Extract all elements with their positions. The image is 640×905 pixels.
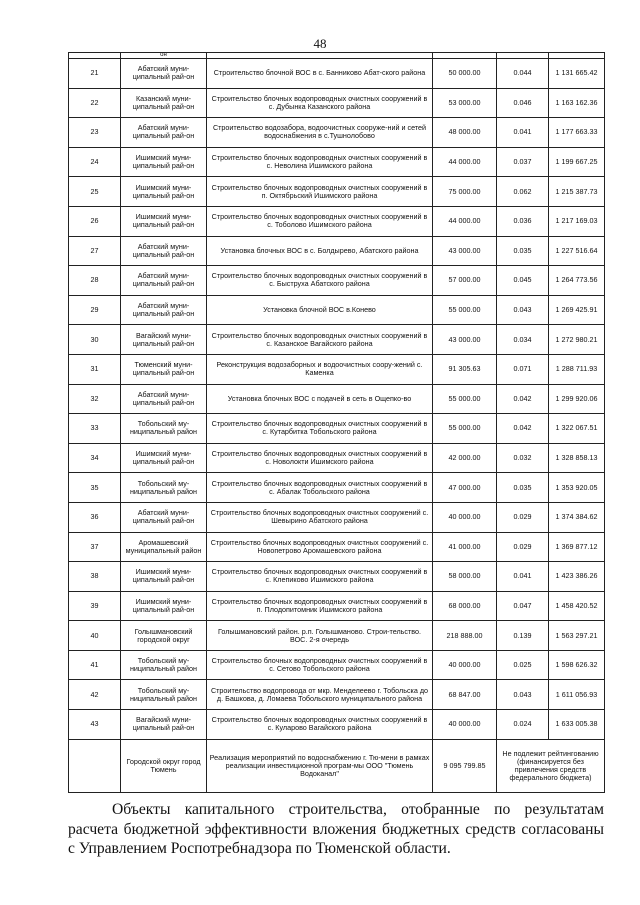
- district-cell: Тюменский муни-ципальный рай-он: [121, 354, 207, 384]
- table-row: [69, 177, 605, 207]
- cumulative-total-cell: 1 299 920.06: [549, 384, 605, 414]
- cost-cell: 58 000.00: [433, 562, 497, 592]
- table-row: [69, 650, 605, 680]
- cumulative-total-cell: 1 633 005.38: [549, 710, 605, 740]
- table-row: [69, 206, 605, 236]
- project-description-cell: Строительство блочных водопроводных очистных сооружений в с. Новолокти Ишимского района: [207, 443, 433, 473]
- cumulative-total-cell: 1 227 516.64: [549, 236, 605, 266]
- efficiency-cell: 0.025: [497, 650, 549, 680]
- district-cell: Казанский муни-ципальный рай-он: [121, 88, 207, 118]
- district-cell: Ишимский муни-ципальный рай-он: [121, 443, 207, 473]
- table-row: [69, 473, 605, 503]
- district-cell: Ишимский муни-ципальный рай-он: [121, 177, 207, 207]
- cumulative-total-cell: 1 353 920.05: [549, 473, 605, 503]
- cost-cell: 42 000.00: [433, 443, 497, 473]
- row-number-cell: 27: [69, 236, 121, 266]
- row-number-cell: 31: [69, 354, 121, 384]
- project-description-cell: Строительство блочных водопроводных очистных сооружений в с. Кутарбитка Тобольского района: [207, 414, 433, 444]
- table-row: [69, 414, 605, 444]
- cost-cell: 40 000.00: [433, 650, 497, 680]
- efficiency-cell: 0.046: [497, 88, 549, 118]
- efficiency-cell: 0.043: [497, 680, 549, 710]
- cumulative-total-cell: 1 598 626.32: [549, 650, 605, 680]
- cost-cell: 50 000.00: [433, 59, 497, 89]
- cost-cell: 9 095 799.85: [433, 739, 497, 792]
- row-number-cell: 21: [69, 59, 121, 89]
- district-cell: Вагайский муни-ципальный рай-он: [121, 325, 207, 355]
- district-cell: Ишимский муни-ципальный рай-он: [121, 147, 207, 177]
- efficiency-cell: 0.042: [497, 414, 549, 444]
- cost-cell: 48 000.00: [433, 118, 497, 148]
- project-description-cell: Строительство блочных водопроводных очистных сооружений в с. Быструха Абатского района: [207, 266, 433, 296]
- efficiency-cell: 0.034: [497, 325, 549, 355]
- row-number-cell: 25: [69, 177, 121, 207]
- project-description-cell: Реализация мероприятий по водоснабжению г. Тю-мени в рамках реализации инвестиционной програм-мы ООО "Тюмень Водоканал": [207, 739, 433, 792]
- row-number-cell: 39: [69, 591, 121, 621]
- cumulative-total-cell: 1 269 425.91: [549, 295, 605, 325]
- efficiency-cell: 0.041: [497, 562, 549, 592]
- district-cell: Абатский муни-ципальный рай-он: [121, 502, 207, 532]
- table-row: [69, 147, 605, 177]
- cost-cell: 44 000.00: [433, 206, 497, 236]
- cumulative-total-cell: 1 163 162.36: [549, 88, 605, 118]
- efficiency-cell: 0.044: [497, 59, 549, 89]
- cumulative-total-cell: 1 611 056.93: [549, 680, 605, 710]
- cumulative-total-cell: 1 288 711.93: [549, 354, 605, 384]
- project-description-cell: Строительство блочных водопроводных очистных сооружений в п. Октябрьский Ишимского района: [207, 177, 433, 207]
- row-number-cell: 26: [69, 206, 121, 236]
- conclusion-paragraph: Объекты капитального строительства, отобранные по результатам расчета бюджетной эффективности вложения бюджетных средств согласованы с Управлением Роспотребнадзора по Тюменской области.: [68, 801, 604, 857]
- cost-cell: 55 000.00: [433, 295, 497, 325]
- cumulative-total-cell: 1 217 169.03: [549, 206, 605, 236]
- project-description-cell: Строительство блочных водопроводных очистных сооружений с. Шевырино Абатского района: [207, 502, 433, 532]
- efficiency-cell: 0.071: [497, 354, 549, 384]
- efficiency-cell: 0.045: [497, 266, 549, 296]
- efficiency-cell: 0.041: [497, 118, 549, 148]
- table-row: [69, 443, 605, 473]
- row-number-cell: 24: [69, 147, 121, 177]
- efficiency-cell: 0.032: [497, 443, 549, 473]
- cost-cell: 91 305.63: [433, 354, 497, 384]
- efficiency-cell: 0.043: [497, 295, 549, 325]
- district-cell: Аромашевский муниципальный район: [121, 532, 207, 562]
- cost-cell: 68 000.00: [433, 591, 497, 621]
- row-number-cell: 35: [69, 473, 121, 503]
- table-row: [69, 325, 605, 355]
- district-cell: Абатский муни-ципальный рай-он: [121, 266, 207, 296]
- district-cell: Ишимский муни-ципальный рай-он: [121, 206, 207, 236]
- cost-cell: 47 000.00: [433, 473, 497, 503]
- project-description-cell: Строительство блочных водопроводных очистных сооружений с. Новопетрово Аромашевского района: [207, 532, 433, 562]
- cumulative-total-cell: 1 423 386.26: [549, 562, 605, 592]
- row-number-cell: [69, 739, 121, 792]
- table-row: [69, 621, 605, 651]
- row-number-cell: 33: [69, 414, 121, 444]
- row-number-cell: 22: [69, 88, 121, 118]
- table-row: [69, 384, 605, 414]
- cost-cell: 55 000.00: [433, 384, 497, 414]
- district-cell: Тобольский му-ниципальный район: [121, 414, 207, 444]
- district-cell: Тобольский му-ниципальный район: [121, 473, 207, 503]
- cost-cell: 55 000.00: [433, 414, 497, 444]
- cumulative-total-cell: 1 374 384.62: [549, 502, 605, 532]
- row-number-cell: 42: [69, 680, 121, 710]
- table-row: [69, 591, 605, 621]
- project-description-cell: Строительство блочной ВОС в с. Банниково Абат-ского района: [207, 59, 433, 89]
- efficiency-cell: 0.062: [497, 177, 549, 207]
- table-row: [69, 88, 605, 118]
- cost-cell: 40 000.00: [433, 502, 497, 532]
- table-row: [69, 710, 605, 740]
- cost-cell: 44 000.00: [433, 147, 497, 177]
- efficiency-cell: 0.035: [497, 473, 549, 503]
- efficiency-cell: 0.029: [497, 532, 549, 562]
- table-row: [69, 59, 605, 89]
- district-cell: Абатский муни-ципальный рай-он: [121, 384, 207, 414]
- project-description-cell: Строительство водопровода от мкр. Менделеево г. Тобольска до д. Башкова, д. Ломаева Тобольского муниципального района: [207, 680, 433, 710]
- project-description-cell: Реконструкция водозаборных и водоочистных соору-жений с. Каменка: [207, 354, 433, 384]
- row-number-cell: 30: [69, 325, 121, 355]
- cumulative-total-cell: 1 328 858.13: [549, 443, 605, 473]
- table-row: [69, 680, 605, 710]
- efficiency-cell: 0.035: [497, 236, 549, 266]
- project-description-cell: Строительство блочных водопроводных очистных сооружений в с. Абалак Тобольского района: [207, 473, 433, 503]
- district-cell: Тобольский му-ниципальный район: [121, 680, 207, 710]
- project-description-cell: Установка блочной ВОС в.Конево: [207, 295, 433, 325]
- project-description-cell: Строительство блочных водопроводных очистных сооружений в с. Тоболово Ишимского района: [207, 206, 433, 236]
- district-cell: Абатский муни-ципальный рай-он: [121, 59, 207, 89]
- row-number-cell: 34: [69, 443, 121, 473]
- project-description-cell: Строительство блочных водопроводных очистных сооружений в с. Куларово Вагайского района: [207, 710, 433, 740]
- cost-cell: 53 000.00: [433, 88, 497, 118]
- district-cell: Городской округ город Тюмень: [121, 739, 207, 792]
- row-number-cell: 23: [69, 118, 121, 148]
- district-cell: Ишимский муни-ципальный рай-он: [121, 562, 207, 592]
- district-cell: Абатский муни-ципальный рай-он: [121, 118, 207, 148]
- cumulative-total-cell: 1 177 663.33: [549, 118, 605, 148]
- row-number-cell: 37: [69, 532, 121, 562]
- row-number-cell: 40: [69, 621, 121, 651]
- project-description-cell: Строительство блочных водопроводных очистных сооружений в с. Клепиково Ишимского района: [207, 562, 433, 592]
- cumulative-total-cell: 1 199 667.25: [549, 147, 605, 177]
- cumulative-total-cell: 1 458 420.52: [549, 591, 605, 621]
- district-cell: Тобольский му-ниципальный район: [121, 650, 207, 680]
- efficiency-cell: 0.036: [497, 206, 549, 236]
- efficiency-cell: 0.139: [497, 621, 549, 651]
- district-cell: Абатский муни-ципальный рай-он: [121, 295, 207, 325]
- project-description-cell: Строительство блочных водопроводных очистных сооружений в с. Сетово Тобольского района: [207, 650, 433, 680]
- table-row: [69, 502, 605, 532]
- district-cell: он: [121, 53, 207, 59]
- cumulative-total-cell: 1 272 980.21: [549, 325, 605, 355]
- projects-table: [68, 52, 605, 793]
- district-cell: Ишимский муни-ципальный рай-он: [121, 591, 207, 621]
- table-row: [69, 118, 605, 148]
- cumulative-total-cell: 1 215 387.73: [549, 177, 605, 207]
- row-number-cell: 41: [69, 650, 121, 680]
- table-row: [69, 562, 605, 592]
- cost-cell: 57 000.00: [433, 266, 497, 296]
- district-cell: Абатский муни-ципальный рай-он: [121, 236, 207, 266]
- district-cell: Голышмановский городской округ: [121, 621, 207, 651]
- cost-cell: 43 000.00: [433, 236, 497, 266]
- cumulative-total-cell: 1 563 297.21: [549, 621, 605, 651]
- table-row-final: [69, 739, 605, 792]
- district-cell: Вагайский муни-ципальный рай-он: [121, 710, 207, 740]
- project-description-cell: Строительство блочных водопроводных очистных сооружений в с. Дубынка Казанского района: [207, 88, 433, 118]
- project-description-cell: Установка блочных ВОС с подачей в сеть в Ощепко-во: [207, 384, 433, 414]
- cost-cell: 218 888.00: [433, 621, 497, 651]
- page-number: 48: [313, 36, 327, 51]
- cumulative-total-cell: 1 264 773.56: [549, 266, 605, 296]
- cost-cell: 40 000.00: [433, 710, 497, 740]
- cost-cell: 41 000.00: [433, 532, 497, 562]
- project-description-cell: Строительство блочных водопроводных очистных сооружений в с. Казанское Вагайского района: [207, 325, 433, 355]
- efficiency-cell: 0.037: [497, 147, 549, 177]
- efficiency-cell: 0.042: [497, 384, 549, 414]
- table-row: [69, 354, 605, 384]
- table-row: [69, 295, 605, 325]
- project-description-cell: Строительство блочных водопроводных очистных сооружений в п. Плодопитомник Ишимского района: [207, 591, 433, 621]
- efficiency-cell: 0.024: [497, 710, 549, 740]
- project-description-cell: Голышмановский район. р.п. Голышманово. Строи-тельство. ВОС. 2-я очередь: [207, 621, 433, 651]
- table-row: [69, 236, 605, 266]
- efficiency-cell: 0.029: [497, 502, 549, 532]
- cumulative-total-cell: 1 369 877.12: [549, 532, 605, 562]
- cost-cell: 68 847.00: [433, 680, 497, 710]
- row-number-cell: 43: [69, 710, 121, 740]
- project-description-cell: Установка блочных ВОС в с. Болдырево, Абатского района: [207, 236, 433, 266]
- row-number-cell: 28: [69, 266, 121, 296]
- row-number-cell: 38: [69, 562, 121, 592]
- cost-cell: 43 000.00: [433, 325, 497, 355]
- rating-note-cell: Не подлежит рейтингованию (финансируется без привлечения средств федерального бюджета): [497, 739, 605, 792]
- cumulative-total-cell: 1 131 665.42: [549, 59, 605, 89]
- project-description-cell: Строительство блочных водопроводных очистных сооружений в с. Неволина Ишимского района: [207, 147, 433, 177]
- row-number-cell: 29: [69, 295, 121, 325]
- table-row: [69, 266, 605, 296]
- row-number-cell: 36: [69, 502, 121, 532]
- cumulative-total-cell: 1 322 067.51: [549, 414, 605, 444]
- project-description-cell: Строительство водозабора, водоочистных сооруже-ний и сетей водоснабжения в с.Тушнолобово: [207, 118, 433, 148]
- cost-cell: 75 000.00: [433, 177, 497, 207]
- table-row: [69, 532, 605, 562]
- efficiency-cell: 0.047: [497, 591, 549, 621]
- row-number-cell: 32: [69, 384, 121, 414]
